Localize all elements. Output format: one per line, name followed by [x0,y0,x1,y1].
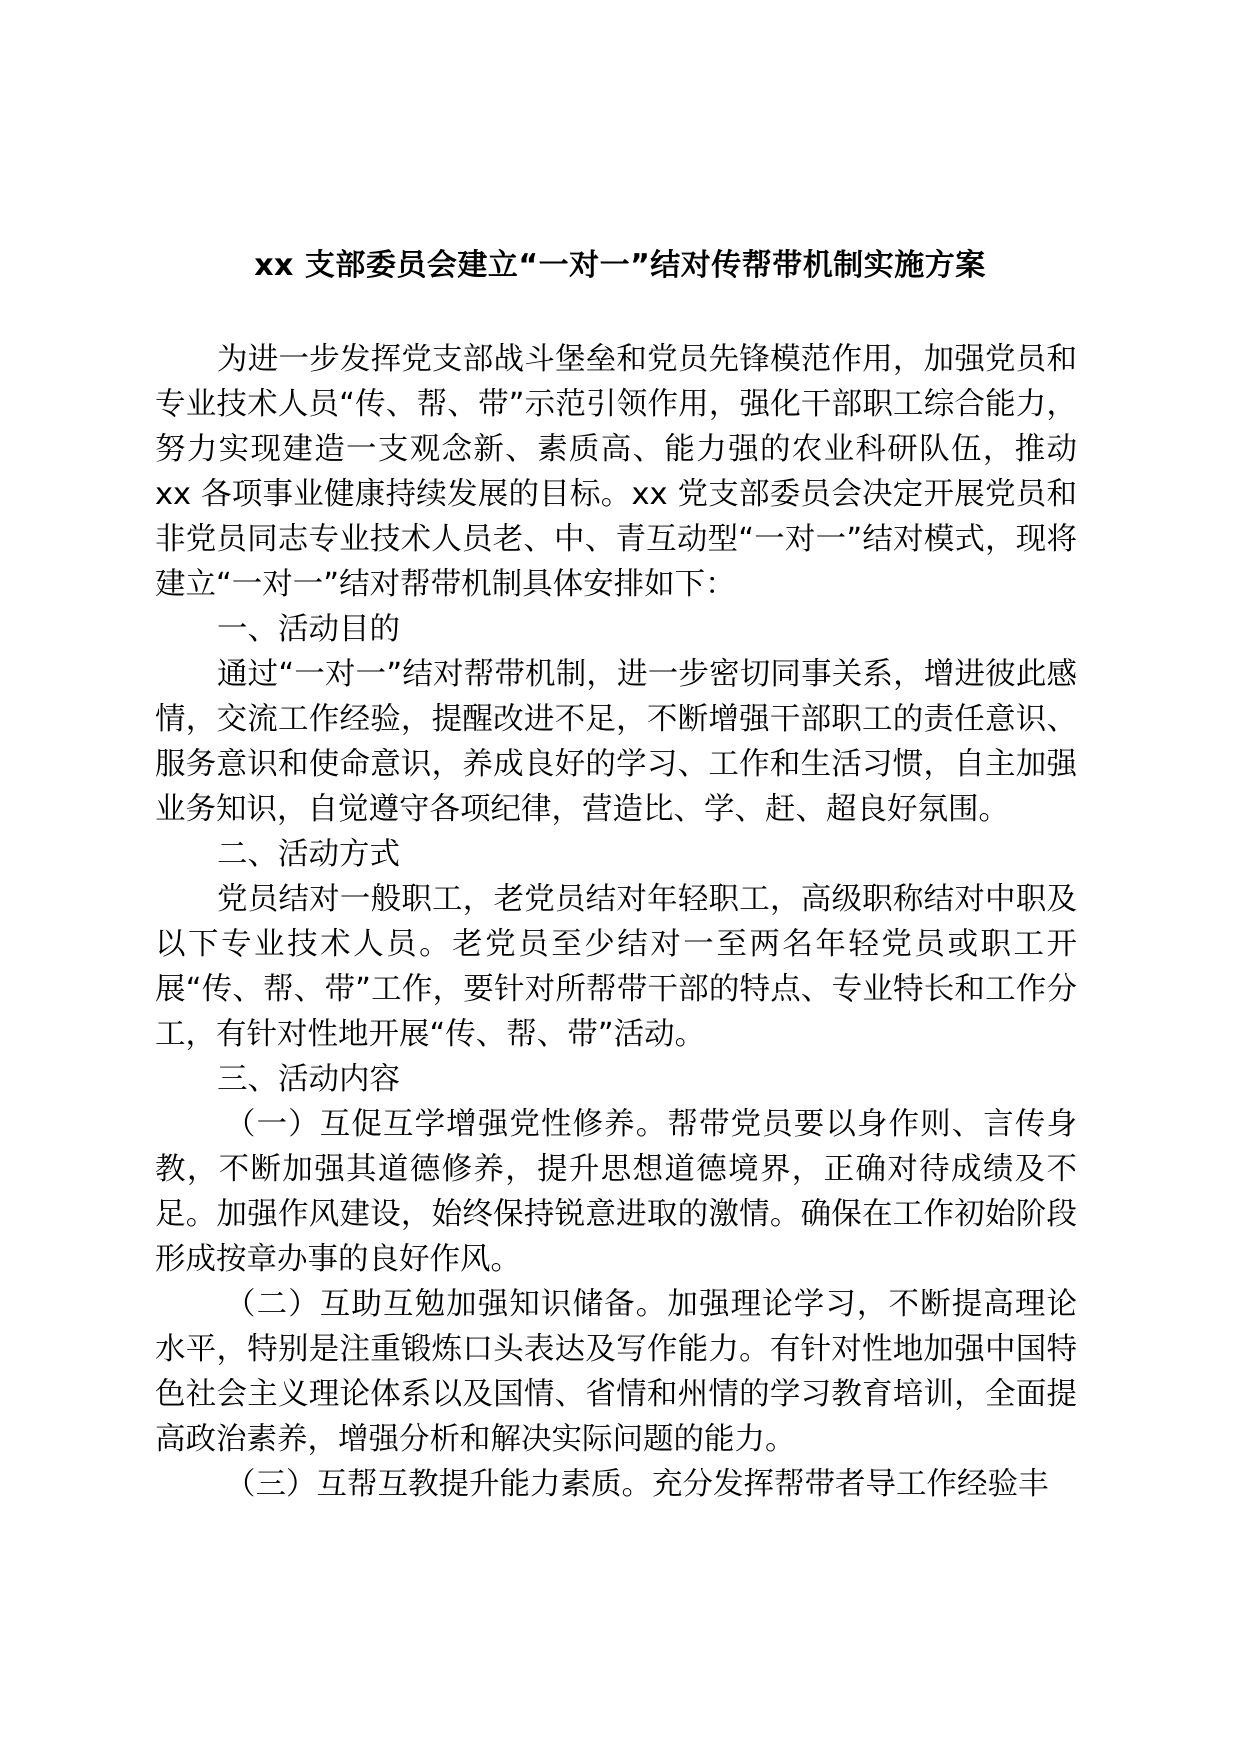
purpose-paragraph: 通过“一对一”结对帮带机制，进一步密切同事关系，增进彼此感情，交流工作经验，提醒改进不足，不断增强干部职工的责任意识、服务意识和使命意识，养成良好的学习、工作和生活习惯，自主加强业务知识，自觉遵守各项纪律，营造比、学、赶、超良好氛围。 [155,657,1077,827]
document-title: xx 支部委员会建立“一对一”结对传帮带机制实施方案 [254,248,986,283]
section-heading-method: 二、活动方式 [217,837,400,872]
content-item-1: （一）互促互学增强党性修养。帮带党员要以身作则、言传身教，不断加强其道德修养，提升思想道德境界，正确对待成绩及不足。加强作风建设，始终保持锐意进取的激情。确保在工作初始阶段形成按章办事的良好作风。 [155,1107,1077,1277]
section-heading-content: 三、活动内容 [217,1062,400,1097]
content-item-2: （二）互助互勉加强知识储备。加强理论学习，不断提高理论水平，特别是注重锻炼口头表达及写作能力。有针对性地加强中国特色社会主义理论体系以及国情、省情和州情的学习教育培训，全面提高政治素养，增强分析和解决实际问题的能力。 [155,1287,1077,1457]
method-paragraph: 党员结对一般职工，老党员结对年轻职工，高级职称结对中职及以下专业技术人员。老党员至少结对一至两名年轻党员或职工开展“传、帮、带”工作，要针对所帮带干部的特点、专业特长和工作分工，有针对性地开展“传、帮、带”活动。 [155,882,1077,1052]
content-item-3: （三）互帮互教提升能力素质。充分发挥帮带者导工作经验丰 [225,1467,1049,1502]
document-body [155,337,1077,1507]
section-heading-purpose: 一、活动目的 [217,612,400,647]
intro-paragraph: 为进一步发挥党支部战斗堡垒和党员先锋模范作用，加强党员和专业技术人员“传、帮、带”示范引领作用，强化干部职工综合能力，努力实现建造一支观念新、素质高、能力强的农业科研队伍，推动 xx 各项事业健康持续发展的目标。xx 党支部委员会决定开展党员和非党员同志专业技术人员老、中、青互动型“一对一”结对模式，现将建立“一对一”结对帮带机制具体安排如下： [155,342,1077,602]
